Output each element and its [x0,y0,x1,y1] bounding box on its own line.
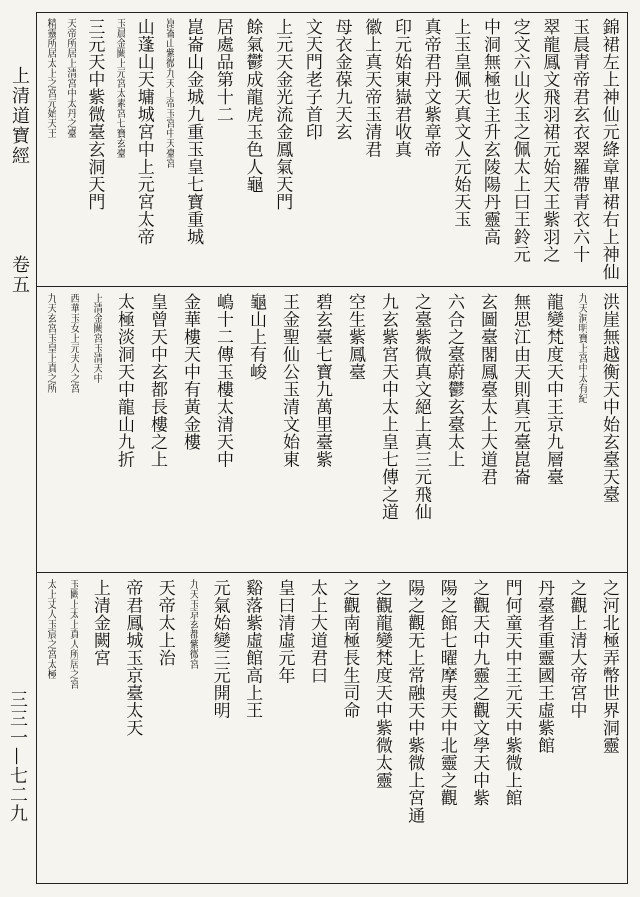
text-column: 崑崙山金城九重玉皇七寶重城 [183,18,204,246]
text-column: 上元天金光流金鳳氣天門 [272,18,293,211]
annotation-column: 崑崙山紫微九天上帝玉宮中天臺宮 [163,18,175,168]
text-column: 中洞無極也主升玄陵陽丹靈高 [480,18,500,246]
text-band-middle [36,286,628,573]
text-column: 碧玄臺七寶九萬里臺紫 [312,293,332,468]
text-column: 母衣金葆九天玄 [331,18,352,141]
text-column: 陽之館七曜摩夷天中北靈之觀 [436,579,457,807]
text-column: 玄圖臺閣鳳臺太上大道君 [477,293,497,486]
text-column: 九玄紫宮天中太上皇七傳之道 [378,293,398,521]
text-column: 太上大道君曰 [306,579,327,684]
text-column: 之觀龍變梵度天中紫微太靈 [371,579,392,789]
text-column: 之河北極弄幣世界洞靈 [598,579,619,754]
text-column: 陽之觀无上常融天中紫微上宮通 [404,579,425,824]
annotation-column: 天帝所居上清宮中太丹之臺 [64,18,76,138]
text-column: 徽上真天帝玉清君 [361,18,382,158]
column-group [44,293,620,567]
text-column: 空生紫鳳臺 [345,293,365,381]
text-column: 皇曾天中玄都長樓之上 [147,293,167,468]
text-column: 山蓬山天墉城宮中上元宮太帝 [133,18,154,246]
text-column: 嶋十二傳玉樓太清天中 [213,293,233,468]
page-number: 三三一—七二九 [7,690,28,823]
text-column: 門何童天中王元天中紫微上館 [501,579,522,807]
annotation-column: 西華玉女上元夫人之宮 [68,293,79,393]
text-column: 太極淡洞天中龍山九折 [114,293,134,468]
book-title: 上清道寶經 [9,66,30,166]
text-column: 之觀南極長生司命 [339,579,360,719]
text-column: 文天門老子首印 [301,18,322,141]
text-column: 龍變梵度天中王京九層臺 [543,293,563,486]
text-column: 金華樓天中有黃金樓 [180,293,200,451]
annotation-column: 太上丈人玉宸之宮太極 [45,579,56,679]
text-column: 真帝君丹文紫章帝 [420,18,441,158]
text-column: 翠龍鳳文飛羽裙元始天王紫羽之 [539,18,560,263]
text-column: 帝君鳳城玉京臺太天 [122,579,143,737]
column-group [44,579,620,879]
annotation-column: 玉晨金闕上元宮太素宮七寶玄臺 [114,18,126,158]
text-column: 無思江由天則真元臺崑崙 [510,293,530,486]
annotation-column: 九天洞明寶上宮中太有紀 [576,293,587,403]
annotation-column: 玉闕上太上真人所居之宮 [67,579,79,689]
text-band-top [36,12,628,286]
text-column: 皇曰清虛元年 [274,579,295,684]
text-column: 玉晨青帝君玄衣翠羅帶青衣六十 [569,18,590,263]
text-column: 印元始東嶽君收真 [390,18,411,158]
text-column: 錦裙左上神仙元絳章單裙右上神仙 [598,18,619,280]
text-column: 天帝太上治 [154,579,175,667]
text-column: 丹臺者重靈國王虛紫館 [534,579,554,754]
text-column: 上清金闕宮 [89,579,110,667]
text-column: 六合之臺蔚鬱玄臺太上 [444,293,464,468]
text-column: 上玉皇佩天真文人元始天玉 [450,18,471,228]
text-band-bottom [36,572,628,885]
text-column: 㝎文六山火玉之佩太上曰王鈴元 [509,18,530,263]
text-column: 之臺紫微真文絕上真三元飛仙 [411,293,431,521]
text-column: 之觀天中九靈之觀文學天中紫 [469,579,490,807]
text-column: 元氣始變三元開明 [209,579,230,719]
text-column: 三元天中紫微臺玄洞天門 [84,18,105,211]
annotation-column: 精靈所居太上之宮元始天王 [45,18,56,138]
volume-label: 卷五 [9,255,30,295]
text-column: 之觀上清大帝宮中 [566,579,587,719]
annotation-column: 九天玉京玄都紫微宮 [187,579,199,669]
annotation-column: 九天玄宮玉皇上真之所 [45,293,56,393]
annotation-column: 上清金闕宮玉清天中 [91,293,102,383]
text-column: 王金聖仙公玉清文始東 [279,293,299,468]
text-column: 谿落紫虛館高上王 [242,579,263,719]
text-column: 餘氣鬱成龍虎玉色人龜 [242,18,263,193]
text-column: 洪崖無越衡天中始玄臺天臺 [599,293,619,503]
text-column: 居處品第十二 [212,18,233,123]
column-group [44,18,620,280]
text-column: 龜山上有峻 [246,293,266,381]
